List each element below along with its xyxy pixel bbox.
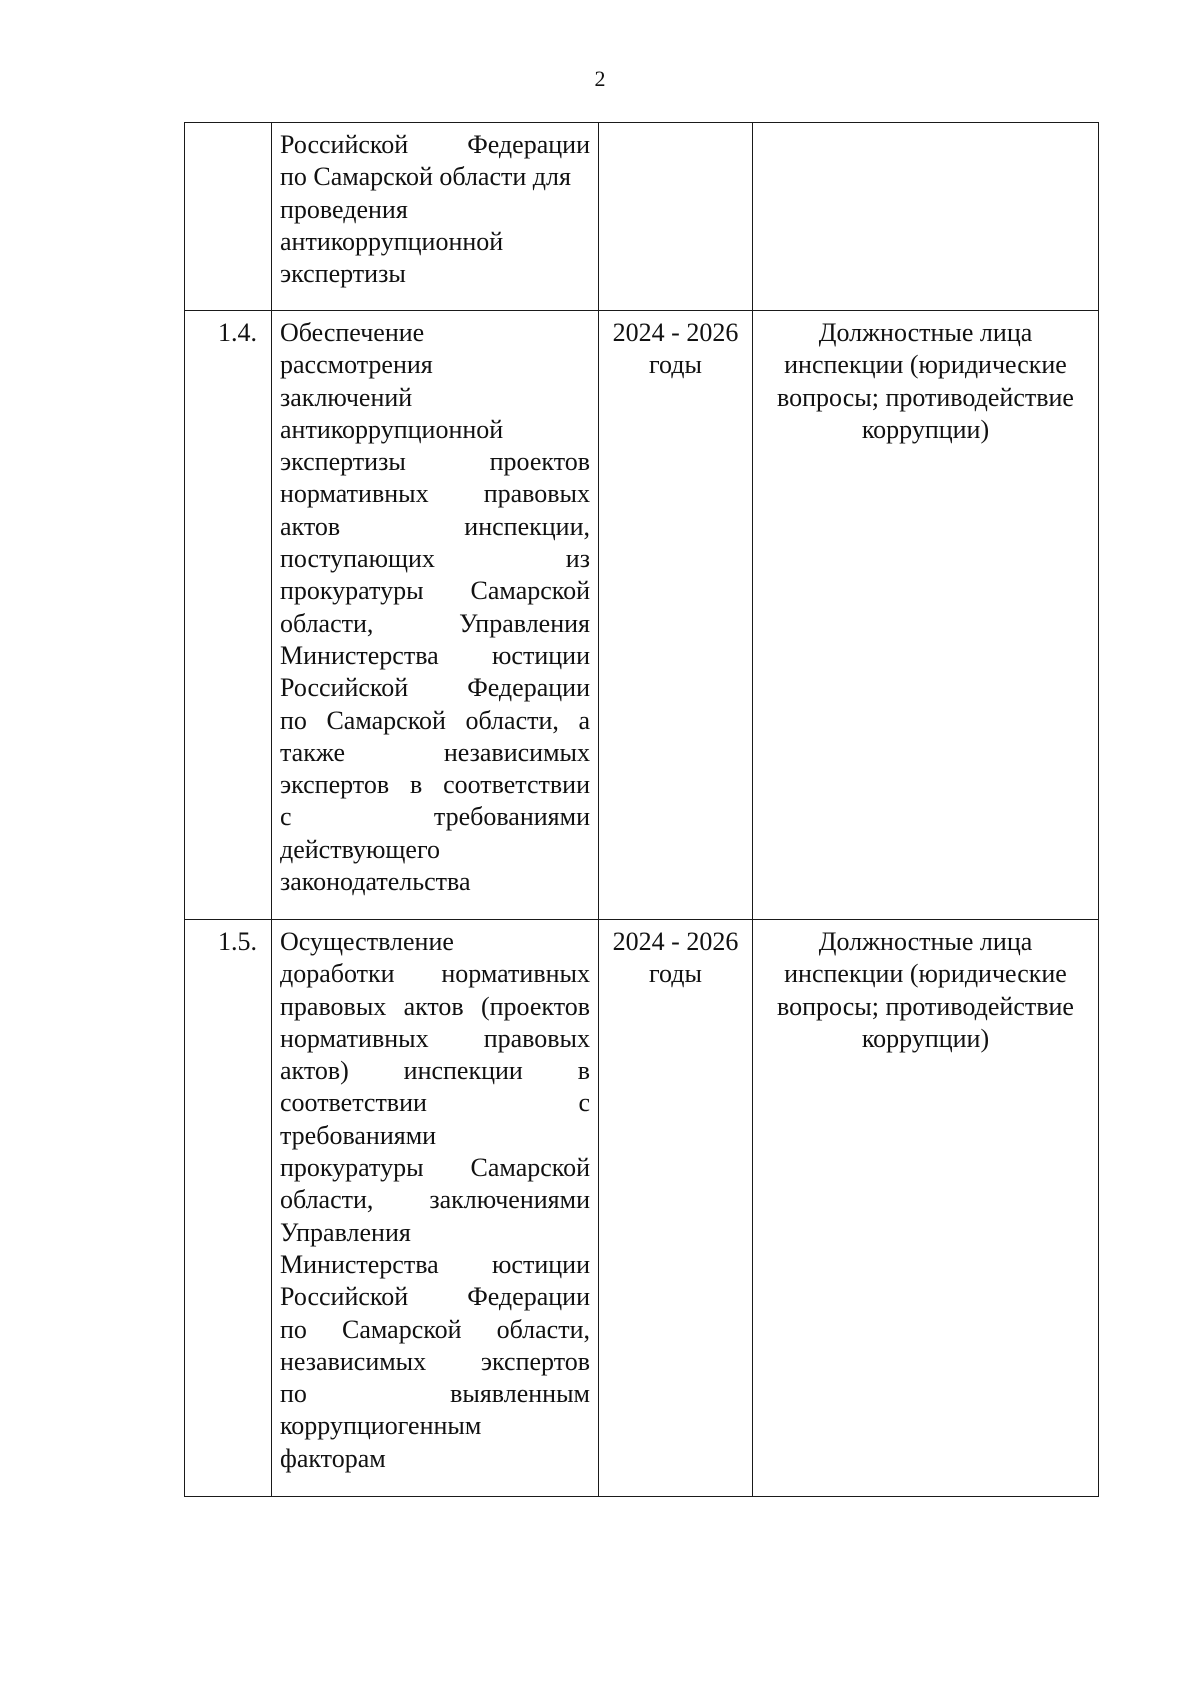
event-description-cell: [272, 920, 599, 1497]
event-text-line: с требованиями: [280, 802, 590, 832]
event-text-line: нормативных правовых: [280, 479, 590, 509]
period-cell: [599, 123, 753, 311]
event-text-line: доработки нормативных: [280, 959, 590, 989]
event-text-line: Осуществление: [280, 927, 454, 956]
cell-text-line: инспекции (юридические: [784, 350, 1067, 380]
event-text-line: по Самарской области, а: [280, 705, 590, 735]
action-plan-table: [184, 122, 1099, 1497]
event-text-line: поступающих из: [280, 544, 590, 574]
event-text-line: по Самарской области,: [280, 1314, 590, 1344]
event-description-cell: [272, 311, 599, 920]
event-text-line: также независимых: [280, 737, 590, 767]
cell-text-line: 2024 - 2026: [612, 318, 739, 347]
event-text-line: факторам: [280, 1443, 386, 1473]
table-row: [185, 123, 1099, 311]
table-row: [185, 920, 1099, 1497]
table-row: [185, 311, 1099, 920]
item-number-cell: [185, 123, 272, 311]
event-text-line: Обеспечение: [280, 318, 425, 347]
event-text-line: актов инспекции,: [280, 511, 590, 541]
cell-text-line: вопросы; противодействие: [777, 991, 1074, 1021]
event-text-line: правовых актов (проектов: [280, 991, 590, 1021]
cell-text-line: коррупции): [861, 1023, 990, 1053]
event-text-line: актов) инспекции в: [280, 1056, 590, 1086]
responsible-cell: [753, 123, 1099, 311]
period-cell: [599, 311, 753, 920]
item-number-cell: 1.5.: [185, 920, 272, 1497]
event-text-line: требованиями: [280, 1120, 437, 1150]
period-cell: [599, 920, 753, 1497]
event-text-line: антикоррупционной: [280, 226, 504, 256]
cell-text-line: Должностные лица: [818, 927, 1033, 956]
cell-text-line: коррупции): [861, 414, 990, 444]
cell-text-line: вопросы; противодействие: [777, 382, 1074, 412]
event-text-line: по выявленным: [280, 1379, 590, 1409]
cell-text-line: годы: [649, 350, 702, 380]
event-text-line: заключений: [280, 382, 413, 412]
responsible-cell: [753, 920, 1099, 1497]
event-text-line: независимых экспертов: [280, 1346, 590, 1376]
event-text-line: действующего: [280, 834, 440, 864]
event-text-line: прокуратуры Самарской: [280, 1153, 590, 1183]
item-number-cell: 1.4.: [185, 311, 272, 920]
event-text-line: Министерства юстиции: [280, 1249, 590, 1279]
event-text-line: экспертизы: [280, 259, 406, 289]
event-text-line: экспертов в соответствии: [280, 770, 590, 800]
cell-text-line: годы: [649, 959, 702, 989]
cell-text-line: инспекции (юридические: [784, 959, 1067, 989]
event-text-line: Министерства юстиции: [280, 640, 590, 670]
page-number: 2: [594, 66, 606, 91]
event-text-line: экспертизы проектов: [280, 447, 590, 477]
event-text-line: области, заключениями: [280, 1185, 590, 1215]
event-text-line: проведения: [280, 194, 408, 224]
event-description-cell: [272, 123, 599, 311]
event-text-line: Российской Федерации: [280, 1282, 590, 1312]
event-text-line: прокуратуры Самарской: [280, 576, 590, 606]
responsible-cell: [753, 311, 1099, 920]
event-text-line: по Самарской области для: [280, 162, 571, 192]
event-text-line: области, Управления: [280, 608, 590, 638]
event-text-line: Российской Федерации: [280, 673, 590, 703]
event-text-line: Управления: [280, 1217, 411, 1247]
event-text-line: рассмотрения: [280, 350, 433, 380]
event-text-line: законодательства: [280, 867, 471, 897]
cell-text-line: Должностные лица: [818, 318, 1033, 347]
event-text-line: Российской Федерации: [280, 130, 590, 159]
cell-text-line: 2024 - 2026: [612, 927, 739, 956]
event-text-line: антикоррупционной: [280, 414, 504, 444]
event-text-line: соответствии с: [280, 1088, 590, 1118]
event-text-line: нормативных правовых: [280, 1023, 590, 1053]
event-text-line: коррупциогенным: [280, 1411, 482, 1441]
